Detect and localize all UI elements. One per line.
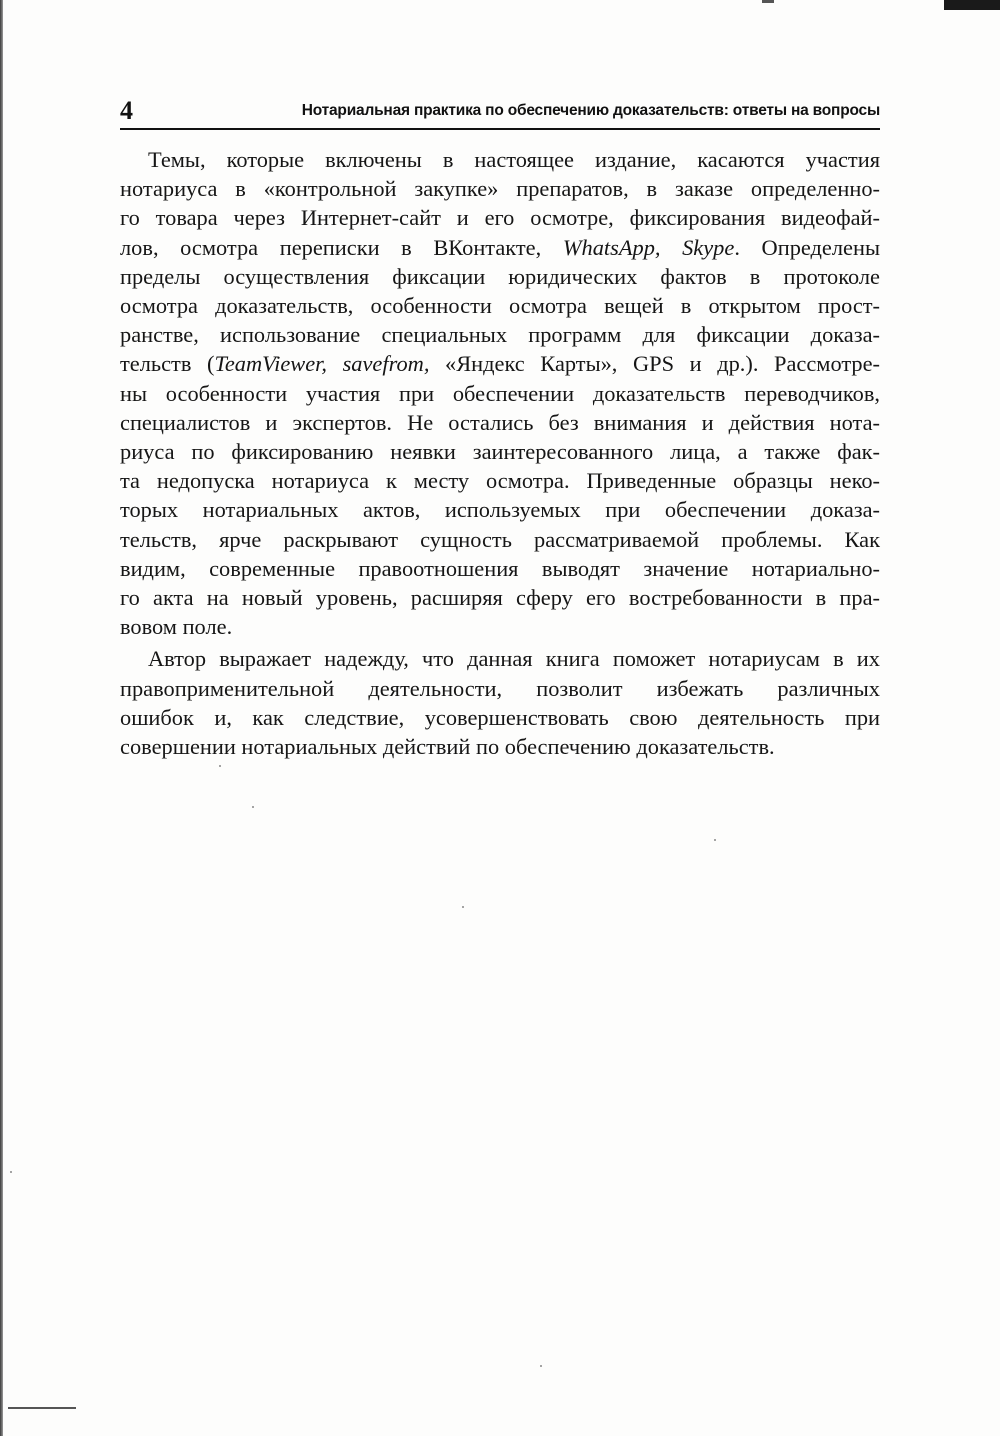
scan-speck xyxy=(252,806,254,808)
text-line: ошибок и, как следствие, усовершенствовать свою деятельность при xyxy=(120,704,880,730)
body-text xyxy=(120,145,880,761)
running-header xyxy=(120,96,880,126)
text-line: тельств, ярче раскрывают сущность рассматриваемой проблемы. Как xyxy=(120,526,880,552)
text-line: го акта на новый уровень, расширяя сферу его востребованности в пра- xyxy=(120,585,880,611)
text-line: го товара через Интернет-сайт и его осмотре, фиксирования видеофай- xyxy=(120,205,880,231)
text-line: нотариуса в «контрольной закупке» препаратов, в заказе определенно- xyxy=(120,176,880,202)
text-line: вовом поле. xyxy=(120,614,233,640)
scan-edge xyxy=(0,0,3,1436)
scan-corner-mark xyxy=(944,0,1000,10)
scan-bottom-mark xyxy=(8,1407,76,1409)
paragraph xyxy=(120,644,880,761)
scan-speck xyxy=(540,1365,542,1367)
text-line: лов, осмотра переписки в ВКонтакте, WhatsApp, Skype. Определены xyxy=(120,234,881,260)
text-line: ны особенности участия при обеспечении доказательств переводчиков, xyxy=(120,380,880,406)
text-line: Автор выражает надежду, что данная книга поможет нотариусам в их xyxy=(148,646,880,672)
running-title: Нотариальная практика по обеспечению доказательств: ответы на вопросы xyxy=(301,102,880,119)
text-line: риуса по фиксированию неявки заинтересованного лица, а также фак- xyxy=(120,439,880,465)
scan-speck xyxy=(714,839,716,841)
header-divider xyxy=(120,128,880,130)
text-line: осмотра доказательств, особенности осмотра вещей в открытом прост- xyxy=(120,293,880,319)
page-number: 4 xyxy=(120,96,133,125)
scan-speck xyxy=(10,1171,12,1173)
text-line: Темы, которые включены в настоящее издание, касаются участия xyxy=(148,147,880,172)
text-line: торых нотариальных актов, используемых при обеспечении доказа- xyxy=(120,497,880,523)
text-line: пределы осуществления фиксации юридических фактов в протоколе xyxy=(120,263,880,289)
scan-speck xyxy=(462,906,464,908)
text-line: та недопуска нотариуса к месту осмотра. Приведенные образцы неко- xyxy=(120,468,880,494)
text-line: правоприменительной деятельности, позволит избежать различных xyxy=(120,675,880,701)
text-line: тельств (TeamViewer, savefrom, «Яндекс Карты», GPS и др.). Рассмотре- xyxy=(120,351,880,377)
text-line: специалистов и экспертов. Не остались без внимания и действия нота- xyxy=(120,409,880,435)
text-line: ранстве, использование специальных программ для фиксации доказа- xyxy=(120,322,880,348)
text-line: совершении нотариальных действий по обеспечению доказательств. xyxy=(120,734,775,760)
scan-speck xyxy=(219,765,221,767)
paragraph xyxy=(120,145,880,641)
scan-corner-speck xyxy=(762,0,774,3)
text-line: видим, современные правоотношения выводят значение нотариально- xyxy=(120,555,880,581)
